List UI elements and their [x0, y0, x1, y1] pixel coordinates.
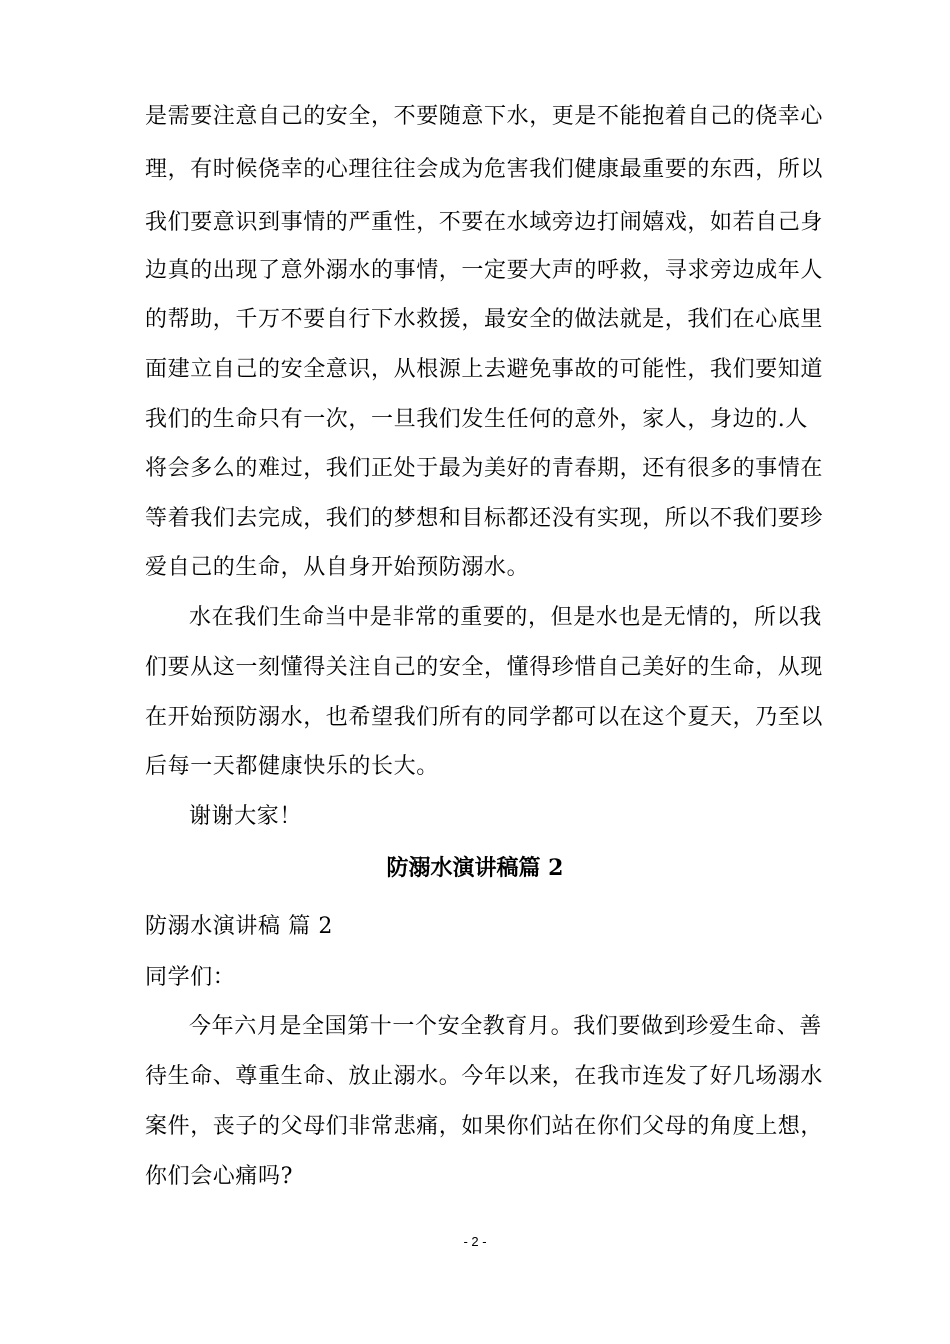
paragraph-line: 等着我们去完成，我们的梦想和目标都还没有实现，所以不我们要珍 [145, 506, 824, 531]
paragraph-line: 我们要意识到事情的严重性，不要在水域旁边打闹嬉戏，如若自己身 [145, 210, 824, 235]
paragraph-line: 水在我们生命当中是非常的重要的，但是水也是无情的，所以我 [189, 605, 822, 630]
subtitle: 防溺水演讲稿 篇 2 [145, 914, 333, 939]
paragraph-line: 待生命、尊重生命、放止溺水。今年以来，在我市连发了好几场溺水 [145, 1064, 824, 1089]
paragraph-line: 的帮助，千万不要自行下水救援，最安全的做法就是，我们在心底里 [145, 307, 824, 332]
paragraph-line: 后每一天都健康快乐的长大。 [145, 754, 439, 779]
paragraph-line: 理，有时候侥幸的心理往往会成为危害我们健康最重要的东西，所以 [145, 157, 824, 182]
closing-text: 谢谢大家！ [189, 804, 303, 829]
paragraph-line: 面建立自己的安全意识，从根源上去避免事故的可能性，我们要知道 [145, 357, 824, 382]
paragraph-line: 在开始预防溺水，也希望我们所有的同学都可以在这个夏天，乃至以 [145, 705, 824, 730]
paragraph-line: 我们的生命只有一次，一旦我们发生任何的意外，家人，身边的.人 [145, 407, 808, 432]
paragraph-line: 们要从这一刻懂得关注自己的安全，懂得珍惜自己美好的生命，从现 [145, 655, 824, 680]
paragraph-line: 将会多么的难过，我们正处于最为美好的青春期，还有很多的事情在 [145, 456, 824, 481]
page-number: - 2 - [463, 1234, 487, 1249]
paragraph-line: 是需要注意自己的安全，不要随意下水，更是不能抱着自己的侥幸心 [145, 104, 824, 129]
paragraph-line: 边真的出现了意外溺水的事情，一定要大声的呼救，寻求旁边成年人 [145, 258, 824, 283]
paragraph-line: 你们会心痛吗? [145, 1164, 293, 1189]
paragraph-line: 今年六月是全国第十一个安全教育月。我们要做到珍爱生命、善 [189, 1014, 822, 1039]
section-heading: 防溺水演讲稿篇 2 [386, 855, 564, 881]
paragraph-line: 爱自己的生命，从自身开始预防溺水。 [145, 555, 530, 580]
paragraph-line: 案件，丧子的父母们非常悲痛，如果你们站在你们父母的角度上想， [145, 1114, 824, 1139]
salutation: 同学们： [145, 965, 236, 990]
